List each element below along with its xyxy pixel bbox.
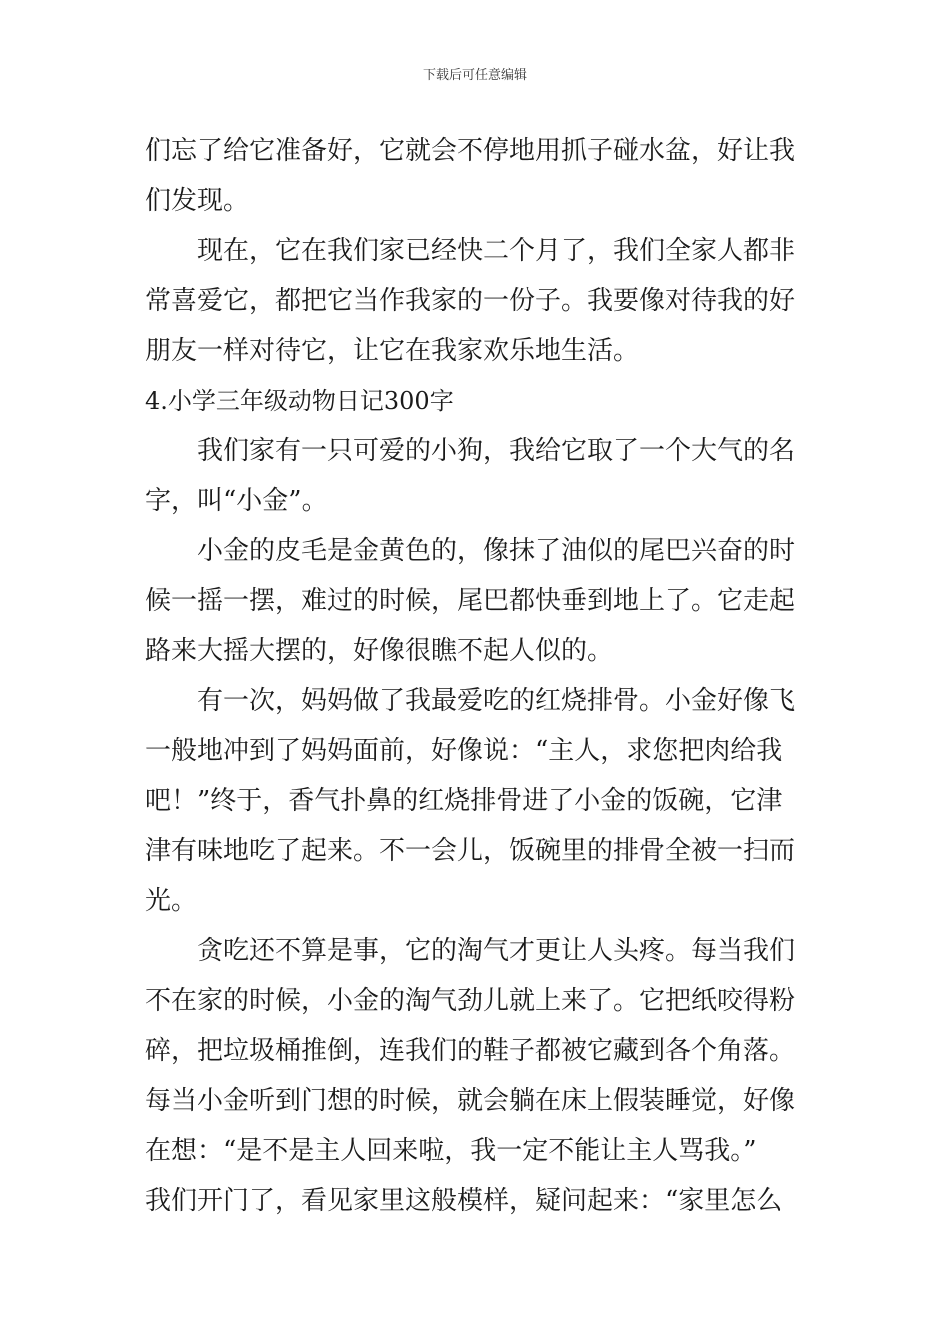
text-line: 候一摇一摆，难过的时候，尾巴都快垂到地上了。它走起 <box>145 586 796 616</box>
text-line: 每当小金听到门想的时候，就会躺在床上假装睡觉，好像 <box>145 1086 796 1116</box>
text-line: 吧！”终于，香气扑鼻的红烧排骨进了小金的饭碗，它津 <box>145 786 783 816</box>
text-line: 碎，把垃圾桶推倒，连我们的鞋子都被它藏到各个角落。 <box>145 1036 796 1066</box>
text-line: 路来大摇大摆的，好像很瞧不起人似的。 <box>145 636 614 666</box>
text-line: 们忘了给它准备好，它就会不停地用抓子碰水盆，好让我 <box>145 136 796 166</box>
text-line: 我们开门了，看见家里这般模样，疑问起来：“家里怎么 <box>145 1186 783 1216</box>
text-line: 有一次，妈妈做了我最爱吃的红烧排骨。小金好像飞 <box>197 686 796 716</box>
text-line: 朋友一样对待它，让它在我家欢乐地生活。 <box>145 336 640 366</box>
text-line: 常喜爱它，都把它当作我家的一份子。我要像对待我的好 <box>145 286 796 316</box>
document-body <box>145 126 815 1226</box>
text-line: 光。 <box>145 886 198 916</box>
text-line: 现在，它在我们家已经快二个月了，我们全家人都非 <box>197 236 796 266</box>
text-line: 贪吃还不算是事，它的淘气才更让人头疼。每当我们 <box>197 936 796 966</box>
text-line: 津有味地吃了起来。不一会儿，饭碗里的排骨全被一扫而 <box>145 836 796 866</box>
text-line: 不在家的时候，小金的淘气劲儿就上来了。它把纸咬得粉 <box>145 986 796 1016</box>
text-line: 在想：“是不是主人回来啦，我一定不能让主人骂我。” <box>145 1136 757 1166</box>
text-line: 们发现。 <box>145 186 250 216</box>
text-line: 我们家有一只可爱的小狗，我给它取了一个大气的名 <box>197 436 796 466</box>
section-heading: 4.小学三年级动物日记300字 <box>145 387 454 415</box>
text-line: 一般地冲到了妈妈面前，好像说：“主人，求您把肉给我 <box>145 736 783 766</box>
page-header: 下载后可任意编辑 <box>422 68 527 83</box>
text-line: 字，叫“小金”。 <box>145 486 328 516</box>
text-line: 小金的皮毛是金黄色的，像抹了油似的尾巴兴奋的时 <box>197 536 796 566</box>
